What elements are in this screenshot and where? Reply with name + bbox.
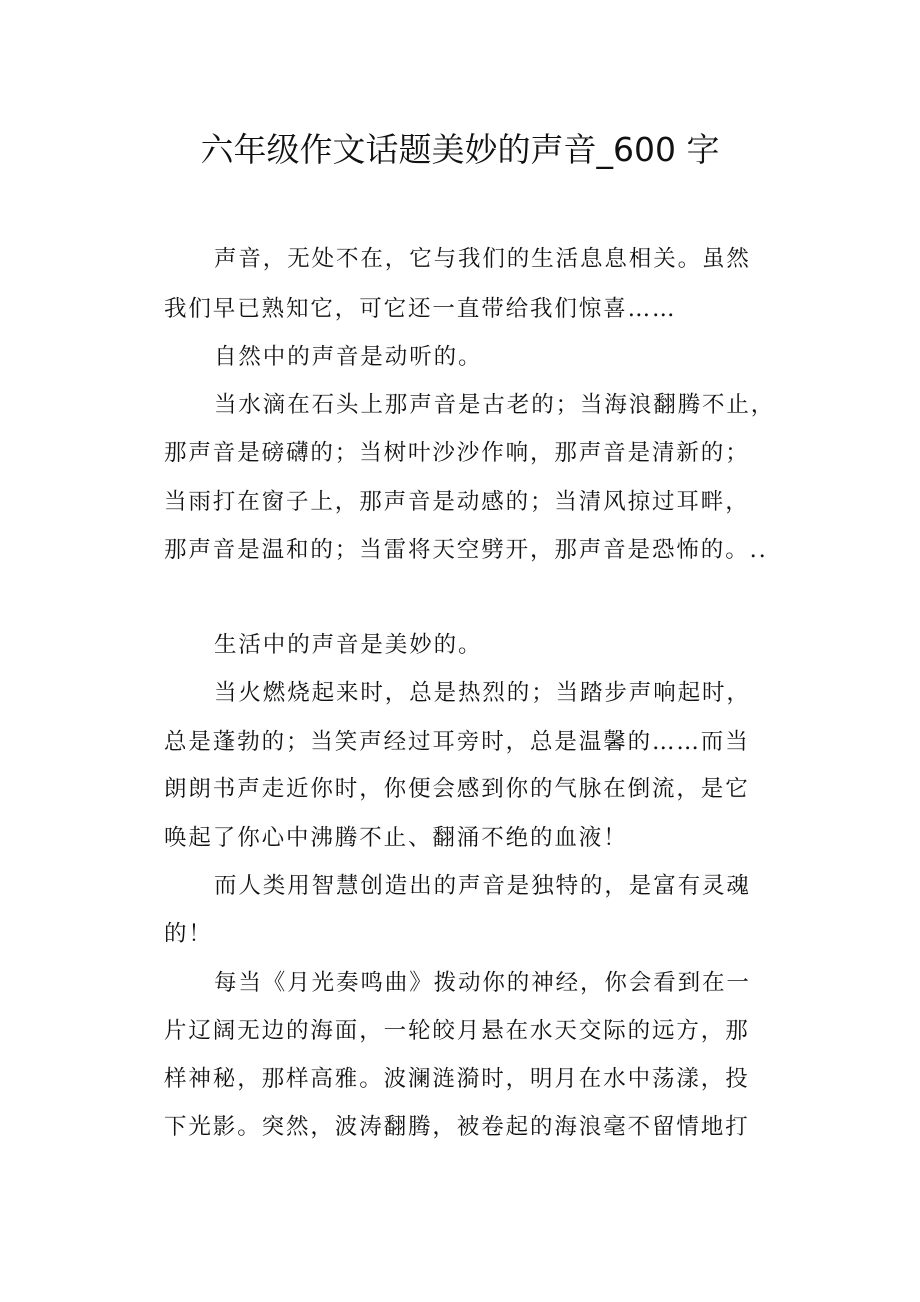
text-line: 唤起了你心中沸腾不止、翻涌不绝的血液！ [164,825,628,851]
text-line: 生活中的声音是美妙的。 [214,632,483,658]
text-line: 总是蓬勃的；当笑声经过耳旁时，总是温馨的……而当 [164,729,750,755]
text-line: 自然中的声音是动听的。 [214,344,483,370]
text-line: 当雨打在窗子上，那声音是动感的；当清风掠过耳畔， [164,489,750,515]
text-line: 下光影。突然，波涛翻腾，被卷起的海浪毫不留情地打 [164,1114,750,1140]
text-line: 的！ [164,921,213,947]
text-line: 当水滴在石头上那声音是古老的；当海浪翻腾不止， [214,392,776,418]
page-title: 六年级作文话题美妙的声音_600 字 [200,130,720,169]
text-line: 样神秘，那样高雅。波澜涟漪时，明月在水中荡漾，投 [164,1066,750,1092]
text-line: 那声音是磅礴的；当树叶沙沙作响，那声音是清新的； [164,440,750,466]
text-line: 朗朗书声走近你时，你便会感到你的气脉在倒流，是它 [164,776,750,802]
text-line: 当火燃烧起来时，总是热烈的；当踏步声响起时， [214,680,751,706]
text-line: 每当《月光奏鸣曲》拨动你的神经，你会看到在一 [214,970,751,996]
text-line: 那声音是温和的；当雷将天空劈开，那声音是恐怖的。.. [164,537,768,563]
text-line: 而人类用智慧创造出的声音是独特的，是富有灵魂 [214,873,751,899]
text-line: 声音，无处不在，它与我们的生活息息相关。虽然 [214,246,751,272]
text-line: 我们早已熟知它，可它还一直带给我们惊喜…… [164,296,677,322]
text-line: 片辽阔无边的海面，一轮皎月悬在水天交际的远方，那 [164,1018,750,1044]
